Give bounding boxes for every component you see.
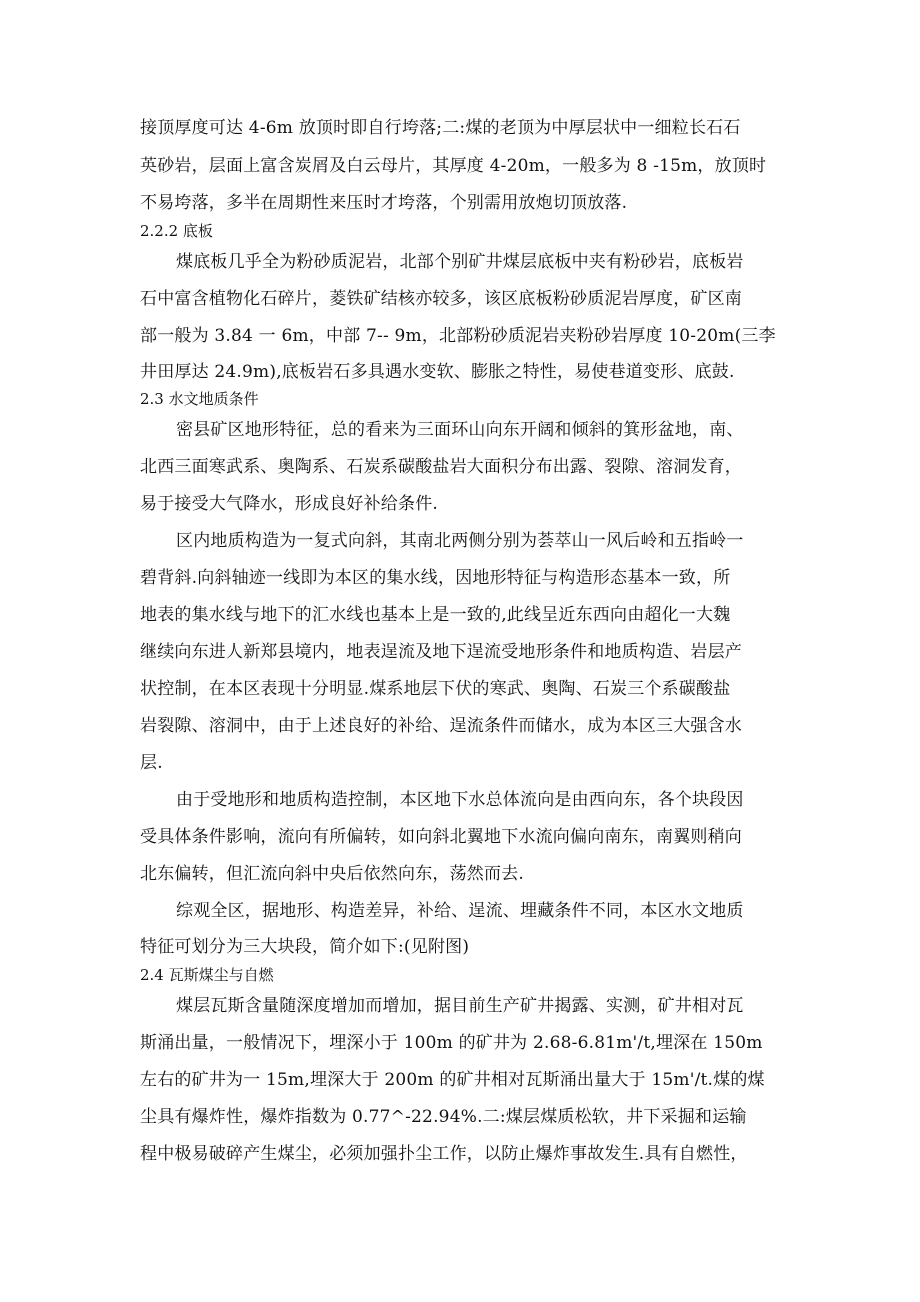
paragraph-line: 受具体条件影响，流向有所偏转，如向斜北翼地下水流向偏向南东，南翼则稍向 bbox=[140, 827, 742, 847]
paragraph-line: 左右的矿井为一 15m,埋深大于 200m 的矿井相对瓦斯涌出量大于 15m'/t.煤的煤 bbox=[140, 1070, 765, 1090]
paragraph-line: 层. bbox=[140, 753, 163, 773]
paragraph-line: 石中富含植物化石碎片，菱铁矿结核亦较多，该区底板粉砂质泥岩厚度，矿区南 bbox=[140, 289, 742, 309]
paragraph-line: 井田厚达 24.9m),底板岩石多具遇水变软、膨胀之特性，易使巷道变形、底鼓. bbox=[140, 362, 735, 382]
paragraph-line: 地表的集水线与地下的汇水线也基本上是一致的,此线呈近东西向由超化一大魏 bbox=[140, 605, 731, 625]
paragraph-line: 尘具有爆炸性，爆炸指数为 0.77^-22.94%.二:煤层煤质松软，井下采掘和运输 bbox=[140, 1107, 747, 1127]
paragraph-line: 碧背斜.向斜轴迹一线即为本区的集水线，因地形特征与构造形态基本一致，所 bbox=[140, 568, 731, 588]
paragraph-line: 综观全区，据地形、构造差异，补给、逞流、埋藏条件不同，本区水文地质 bbox=[176, 901, 744, 921]
paragraph-line: 不易垮落，多半在周期性来压时才垮落，个别需用放炮切顶放落. bbox=[140, 193, 628, 213]
paragraph-line: 斯涌出量，一般情况下，埋深小于 100m 的矿井为 2.68-6.81m'/t,埋深在 150m bbox=[140, 1033, 763, 1053]
paragraph-line: 程中极易破碎产生煤尘，必须加强扑尘工作，以防止爆炸事故发生.具有自燃性， bbox=[140, 1144, 748, 1164]
section-heading: 2.3 水文地质条件 bbox=[140, 390, 259, 408]
paragraph-line: 北东偏转，但汇流向斜中央后依然向东，荡然而去. bbox=[140, 864, 525, 884]
paragraph-line: 部一般为 3.84 一 6m，中部 7-- 9m，北部粉砂质泥岩夹粉砂岩厚度 10-20m(三李 bbox=[140, 326, 776, 346]
section-heading: 2.2.2 底板 bbox=[140, 222, 213, 240]
paragraph-line: 状控制，在本区表现十分明显.煤系地层下伏的寒武、奥陶、石炭三个系碳酸盐 bbox=[140, 679, 731, 699]
paragraph-line: 北西三面寒武系、奥陶系、石炭系碳酸盐岩大面积分布出露、裂隙、溶洞发育， bbox=[140, 457, 742, 477]
paragraph-line: 由于受地形和地质构造控制，本区地下水总体流向是由西向东，各个块段因 bbox=[176, 790, 744, 810]
paragraph-line: 煤层瓦斯含量随深度增加而增加，据目前生产矿井揭露、实测，矿井相对瓦 bbox=[176, 996, 744, 1016]
paragraph-line: 煤底板几乎全为粉砂质泥岩，北部个别矿井煤层底板中夹有粉砂岩，底板岩 bbox=[176, 252, 744, 272]
paragraph-line: 密县矿区地形特征，总的看来为三面环山向东开阔和倾斜的箕形盆地，南、 bbox=[176, 420, 744, 440]
paragraph-line: 特征可划分为三大块段，简介如下:(见附图) bbox=[140, 937, 470, 957]
paragraph-line: 易于接受大气降水，形成良好补给条件. bbox=[140, 494, 439, 514]
section-heading: 2.4 瓦斯煤尘与自燃 bbox=[140, 966, 274, 984]
paragraph-line: 岩裂隙、溶洞中，由于上述良好的补给、逞流条件而储水，成为本区三大强含水 bbox=[140, 716, 742, 736]
paragraph-line: 英砂岩，层面上富含炭屑及白云母片，其厚度 4-20m，一般多为 8 -15m，放顶时 bbox=[140, 156, 767, 176]
paragraph-line: 继续向东进人新郑县境内，地表逞流及地下逞流受地形条件和地质构造、岩层产 bbox=[140, 642, 742, 662]
paragraph-line: 区内地质构造为一复式向斜，其南北两侧分别为荟萃山一风后岭和五指岭一 bbox=[176, 531, 744, 551]
paragraph-line: 接顶厚度可达 4-6m 放顶时即自行垮落;二:煤的老顶为中厚层状中一细粒长石石 bbox=[140, 118, 741, 138]
